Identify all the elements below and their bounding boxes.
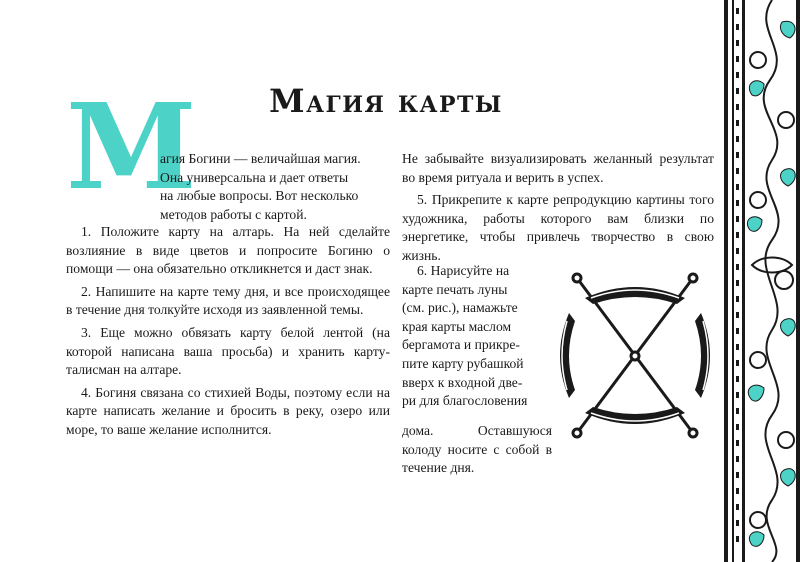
- wrap-line: бергамота и прикре-: [402, 337, 520, 353]
- wrap-line: вверх к входной две-: [402, 374, 523, 390]
- wrap-continuation: дома. Оставшуюся колоду носите с собой в течение дня.: [402, 423, 552, 476]
- wrap-line: ри для благословения: [402, 393, 528, 409]
- method-paragraph: 5. Прикрепите к карте репродукцию картины того художника, работы которого вам близки по энергетике, чтобы привлечь творчество в свою жизнь.: [402, 192, 714, 263]
- method-paragraph: 1. Положите карту на алтарь. На ней сделайте возлияние в виде цветов и попросите Богиню о помощи — она обязательно откликнется и даст знак.: [66, 224, 390, 277]
- intro-line: Она универсальна и дает ответы: [160, 169, 349, 185]
- wrapped-paragraph: [402, 262, 552, 411]
- method-paragraph: 4. Богиня связана со стихией Воды, поэтому если на карте написать желание и бросить в реку, озеро или море, то ваше желание исполнится.: [66, 384, 390, 437]
- wrap-line: края карты маслом: [402, 318, 512, 334]
- wrap-line: карте печать луны: [402, 281, 508, 297]
- moon-seal-icon: [555, 268, 715, 443]
- page-title: Магия карты: [269, 82, 503, 120]
- method-paragraph: 2. Напишите на карте тему дня, и все происходящее в течение дня толкуйте исходя из заявленной темы.: [66, 283, 390, 318]
- intro-line: на любые вопросы. Вот несколько: [160, 188, 359, 204]
- method-paragraph: Не забывайте визуализировать желанный результат во время ритуала и верить в успех.: [402, 151, 714, 185]
- wrap-line: (см. рис.), намажьте: [402, 300, 518, 316]
- left-column: [66, 223, 390, 440]
- method-paragraph: 3. Еще можно обвязать карту белой лентой (на которой написана ваша просьба) и хранить карту-талисман на алтаре.: [66, 324, 390, 378]
- drop-cap: М: [66, 77, 197, 216]
- right-column: [402, 150, 714, 266]
- intro-line: агия Богини — величайшая магия.: [160, 151, 361, 166]
- floral-border-ornament: [722, 0, 800, 562]
- intro-line: методов работы с картой.: [160, 206, 307, 222]
- intro-paragraph: [160, 150, 390, 224]
- wrap-line: пите карту рубашкой: [402, 355, 524, 371]
- wrap-line: 6. Нарисуйте на: [417, 263, 510, 278]
